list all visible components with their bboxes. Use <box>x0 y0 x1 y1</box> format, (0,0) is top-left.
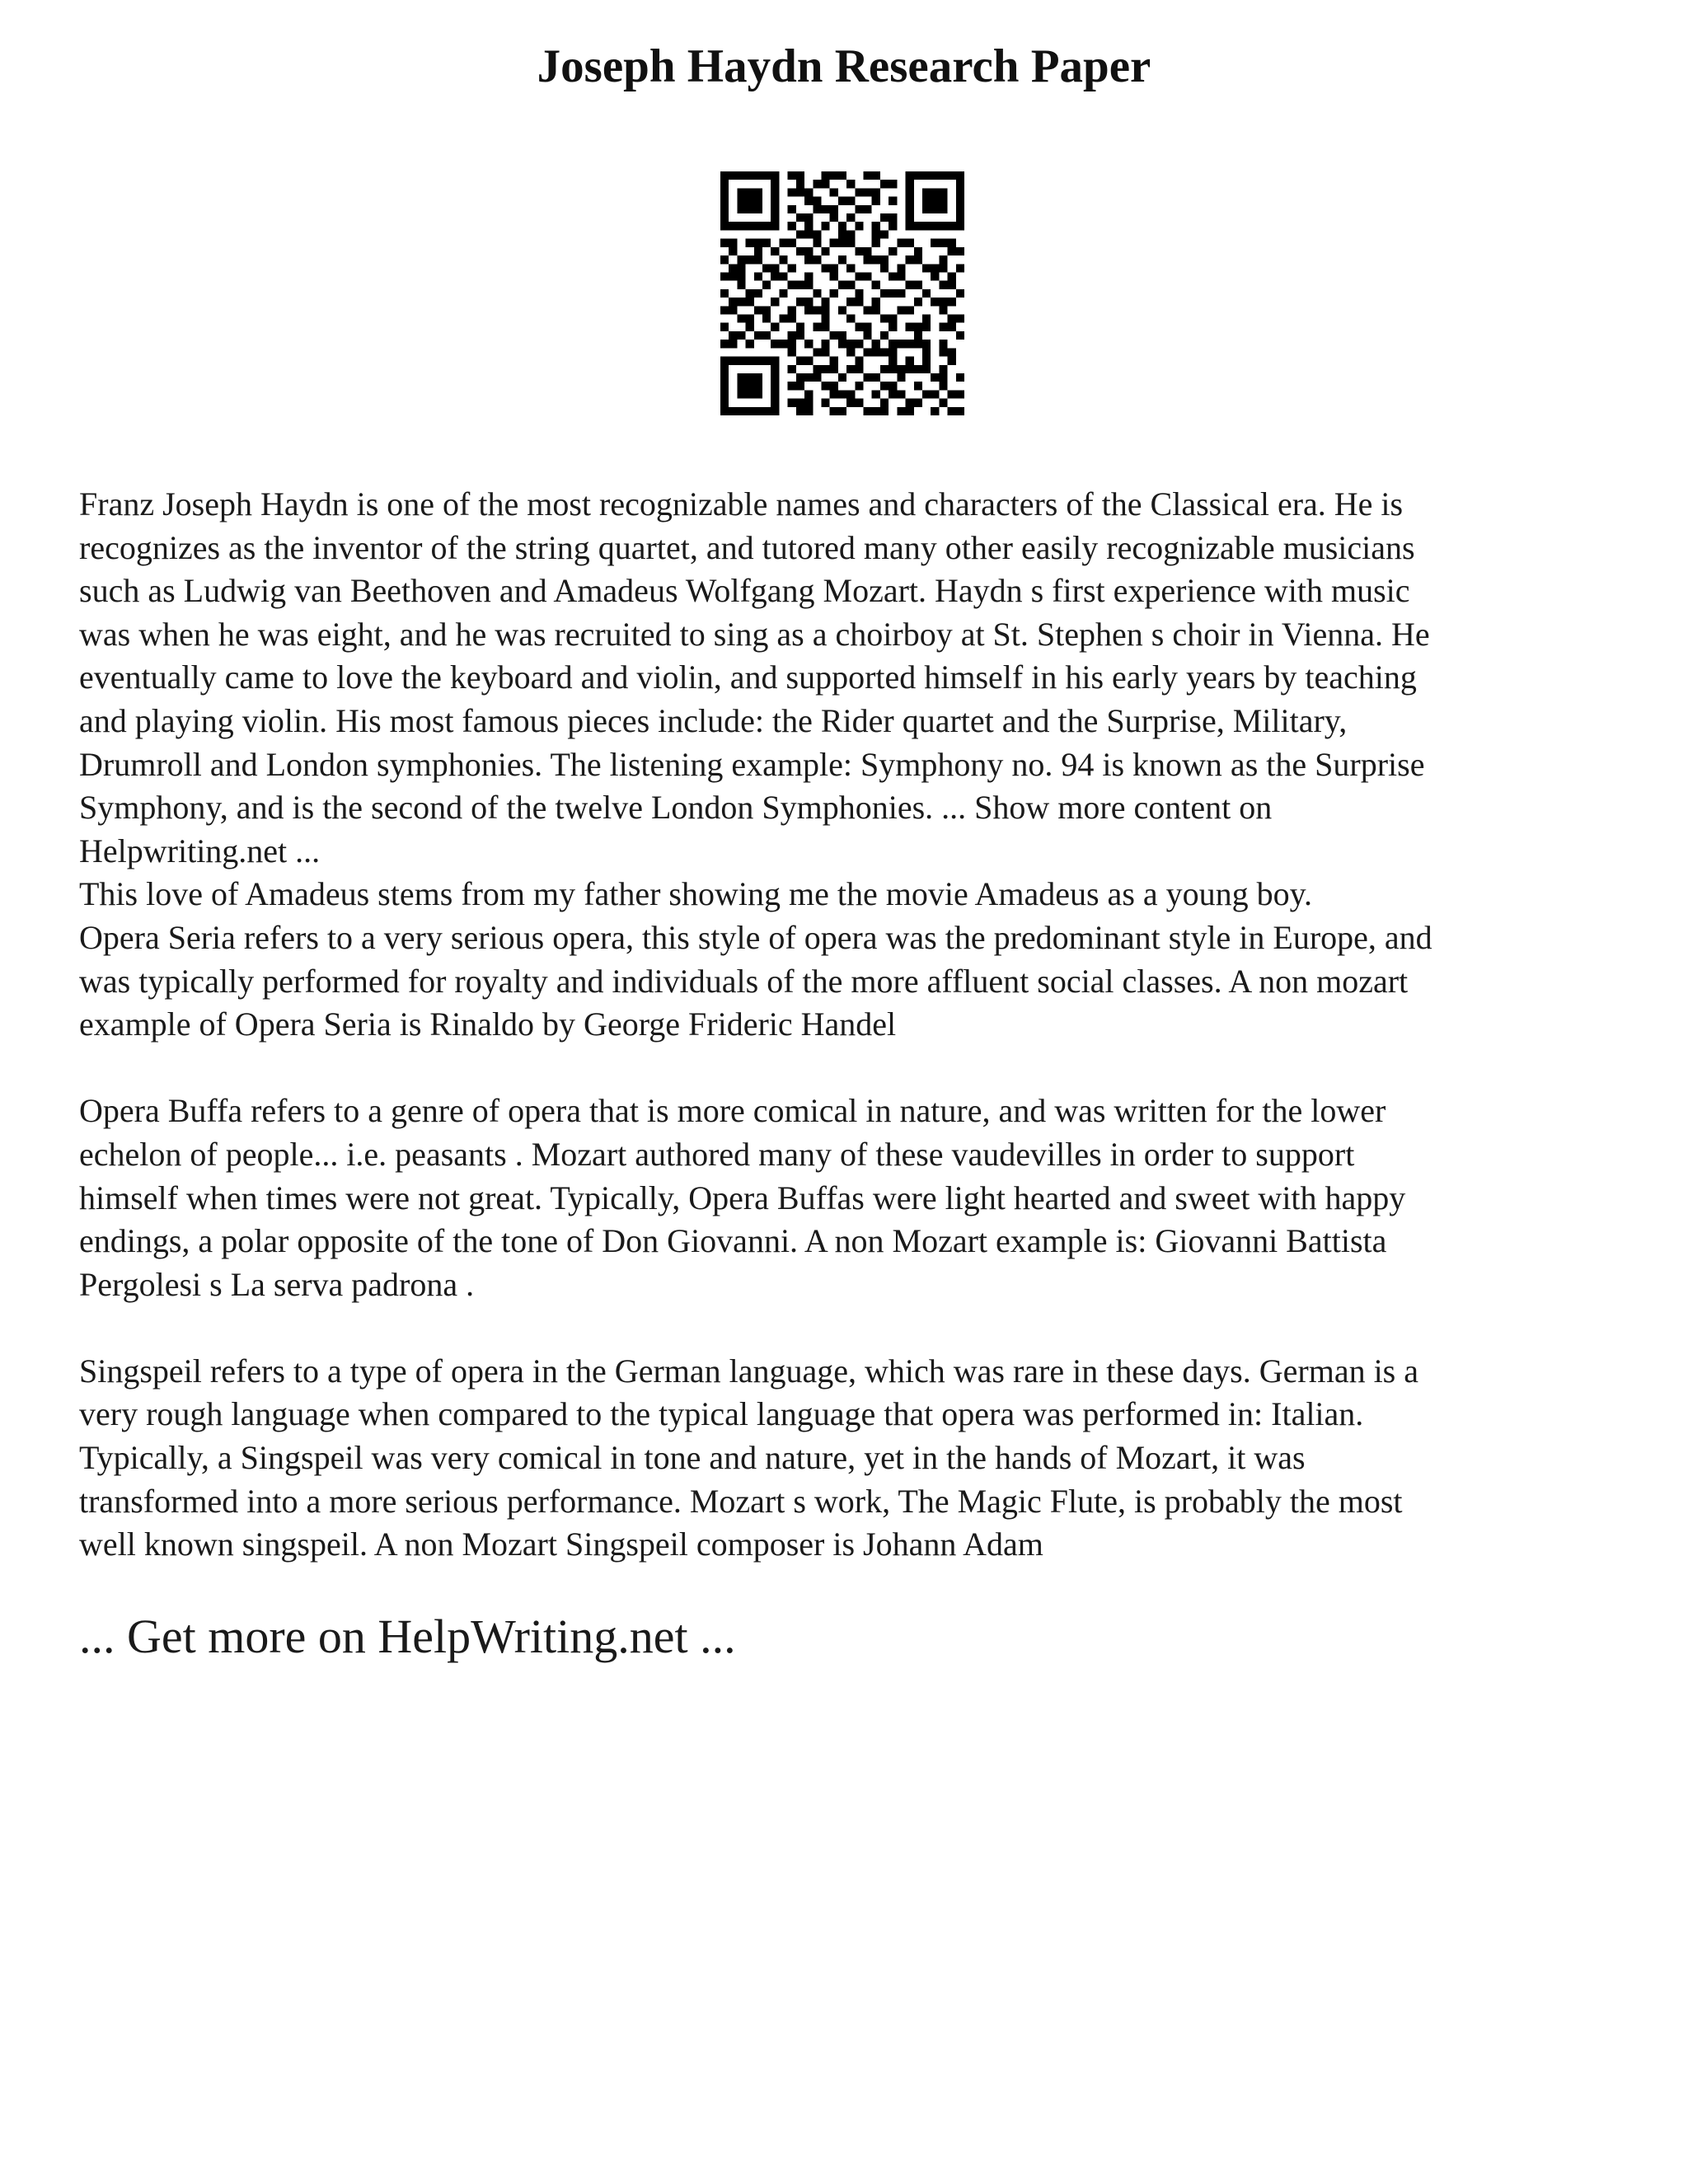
qr-code-icon <box>720 171 964 415</box>
paragraph-amadeus-love: This love of Amadeus stems from my father showing me the movie Amadeus as a young boy. <box>79 875 1313 913</box>
document-title: Joseph Haydn Research Paper <box>537 40 1151 92</box>
paragraph-haydn-bio: Franz Joseph Haydn is one of the most recognizable names and characters of the Classical era. He is recognizes as the inventor of the string quartet, and tutored many other easily recognizable musicians such as Ludwig van Beethoven and Amadeus Wolfgang Mozart. Haydn s first experience with music was when he was eight, and he was recruited to sing as a choirboy at St. Stephen s choir in Vienna. He eventually came to love the keyboard and violin, and supported himself in his early years by teaching and playing violin. His most famous pieces include: the Rider quartet and the Surprise, Military, Drumroll and London symphonies. The listening example: Symphony no. 94 is known as the Surprise Symphony, and is the second of the twelve London Symphonies. ... Show more content on Helpwriting.net ... <box>79 485 1430 869</box>
get-more-link[interactable]: ... Get more on HelpWriting.net ... <box>79 1610 736 1663</box>
paragraph-singspeil: Singspeil refers to a type of opera in the German language, which was rare in these days. German is a very rough language when compared to the typical language that opera was performed in: Italian. Typically, a Singspeil was very comical in tone and nature, yet in the hands of Mozart, it was transformed into a more serious performance. Mozart s work, The Magic Flute, is probably the most well known singspeil. A non Mozart Singspeil composer is Johann Adam <box>79 1352 1418 1563</box>
document-body <box>79 483 1629 1567</box>
paragraph-opera-seria: Opera Seria refers to a very serious opera, this style of opera was the predominant style in Europe, and was typically performed for royalty and individuals of the more affluent social classes. A non mozart example of Opera Seria is Rinaldo by George Frideric Handel <box>79 918 1432 1043</box>
paragraph-spacer <box>79 1047 1629 1090</box>
paragraph-spacer <box>79 1306 1629 1350</box>
paragraph-opera-buffa: Opera Buffa refers to a genre of opera that is more comical in nature, and was written for the lower echelon of people... i.e. peasants . Mozart authored many of these vaudevilles in order to support himself when times were not great. Typically, Opera Buffas were light hearted and sweet with happy endings, a polar opposite of the tone of Don Giovanni. A non Mozart example is: Giovanni Battista Pergolesi s La serva padrona . <box>79 1092 1406 1303</box>
